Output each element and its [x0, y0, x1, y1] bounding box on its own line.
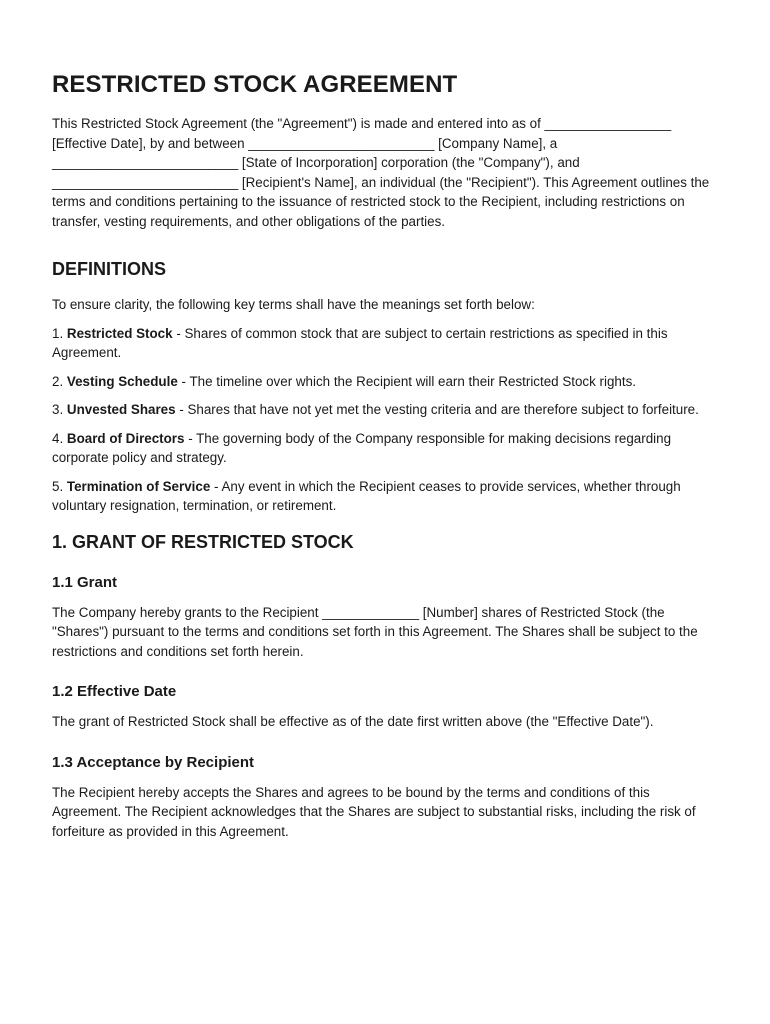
definition-item — [52, 429, 720, 468]
definition-number: 3. — [52, 402, 64, 417]
subsection-paragraph: The grant of Restricted Stock shall be effective as of the date first written above (the "Effective Date"). — [52, 714, 654, 729]
definition-text: - Shares that have not yet met the vesting criteria and are therefore subject to forfeiture. — [175, 402, 699, 417]
document-page — [52, 70, 720, 862]
subsection-paragraph: The Recipient hereby accepts the Shares and agrees to be bound by the terms and conditions of this Agreement. The Recipient acknowledges that the Shares are subject to substantial risks, including the risk of forfeiture as provided in this Agreement. — [52, 784, 696, 839]
definition-number: 2. — [52, 373, 64, 389]
definition-text: - Shares of common stock that are subject to certain restrictions as specified in this Agreement. — [52, 325, 668, 360]
intro-paragraph: This Restricted Stock Agreement (the "Agreement") is made and entered into as of _________________ [Effective Date], by and between _________________________ [Company Name], a _________________________ [State of Incorporation] corporation (the "Company"), and _________________________ [Recipient's Name], an individual (the "Recipient"). This Agreement outlines the terms and conditions pertaining to the issuance of restricted stock to the Recipient, including restrictions on transfer, vesting requirements, and other obligations of the parties. — [52, 116, 710, 229]
subsection-heading: 1.1 Grant — [52, 573, 118, 591]
definition-item — [52, 372, 720, 392]
definition-number: 5. — [52, 478, 64, 494]
definition-term: Vesting Schedule — [66, 373, 178, 389]
definition-number: 4. — [52, 430, 64, 446]
definitions-lead: To ensure clarity, the following key terms shall have the meanings set forth below: — [52, 297, 535, 312]
definition-text: - The governing body of the Company responsible for making decisions regarding corporate policy and strategy. — [52, 430, 672, 465]
definition-number: 1. — [52, 325, 64, 341]
definition-term: Termination of Service — [66, 478, 211, 494]
document-title: RESTRICTED STOCK AGREEMENT — [52, 71, 458, 98]
definition-item — [52, 477, 720, 516]
definition-term: Unvested Shares — [66, 402, 176, 417]
definition-term: Restricted Stock — [66, 325, 173, 341]
definition-term: Board of Directors — [66, 430, 185, 446]
definition-text: - The timeline over which the Recipient will earn their Restricted Stock rights. — [177, 373, 636, 389]
definition-item — [52, 400, 720, 420]
definition-item — [52, 324, 720, 363]
definitions-heading: DEFINITIONS — [52, 259, 167, 279]
section-heading-grant: 1. GRANT OF RESTRICTED STOCK — [52, 531, 354, 552]
subsection-paragraph: The Company hereby grants to the Recipient _____________ [Number] shares of Restricted Stock (the "Shares") pursuant to the terms and conditions set forth in this Agreement. The Shares shall be subject to the restrictions and conditions set forth herein. — [52, 604, 698, 659]
subsection-heading: 1.2 Effective Date — [52, 683, 177, 700]
subsection-heading: 1.3 Acceptance by Recipient — [52, 753, 255, 771]
definition-text: - Any event in which the Recipient ceases to provide services, whether through voluntary resignation, termination, or retirement. — [52, 478, 681, 513]
